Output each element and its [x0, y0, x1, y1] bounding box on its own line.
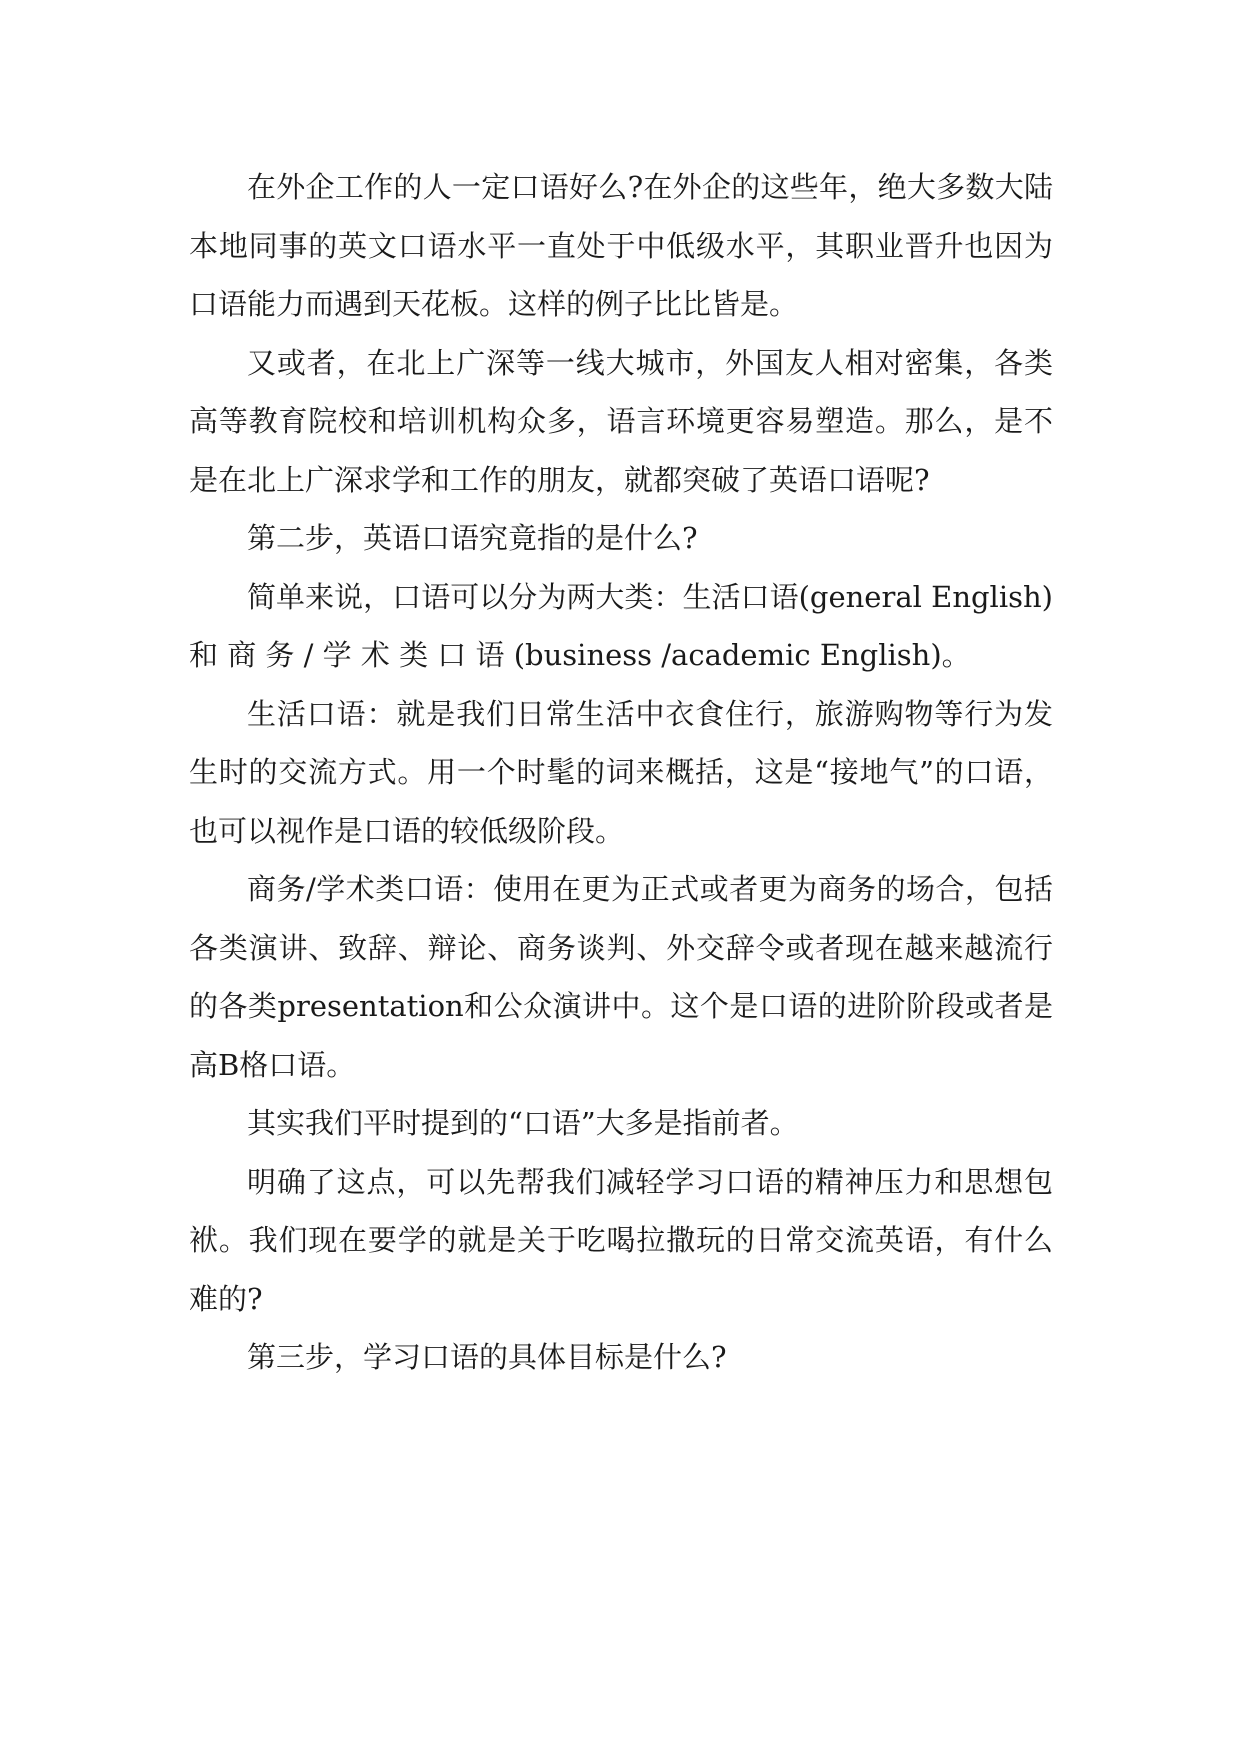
paragraph-big-cities: 又或者，在北上广深等一线大城市，外国友人相对密集，各类高等教育院校和培训机构众多，语言环境更容易塑造。那么，是不是在北上广深求学和工作的朋友，就都突破了英语口语呢?	[189, 345, 1053, 497]
paragraph-foreign-company: 在外企工作的人一定口语好么?在外企的这些年，绝大多数大陆本地同事的英文口语水平一直处于中低级水平，其职业晋升也因为口语能力而遇到天花板。这样的例子比比皆是。	[189, 170, 1053, 321]
paragraph-daily-speaking: 生活口语：就是我们日常生活中衣食住行，旅游购物等行为发生时的交流方式。用一个时髦的词来概括，这是“接地气”的口语，也可以视作是口语的较低级阶段。	[189, 696, 1053, 848]
document-page	[189, 158, 1053, 1387]
paragraph-two-categories: 简单来说，口语可以分为两大类：生活口语(general English) 和 商 务 / 学 术 类 口 语 (business /academic English)。	[189, 579, 1053, 672]
paragraph-business-speaking: 商务/学术类口语：使用在更为正式或者更为商务的场合，包括各类演讲、致辞、辩论、商务谈判、外交辞令或者现在越来越流行的各类presentation和公众演讲中。这个是口语的进阶阶段或者是高B格口语。	[189, 872, 1053, 1082]
paragraph-former-meaning: 其实我们平时提到的“口语”大多是指前者。	[247, 1106, 799, 1140]
heading-step-three: 第三步，学习口语的具体目标是什么?	[247, 1340, 727, 1374]
paragraph-reduce-pressure: 明确了这点，可以先帮我们减轻学习口语的精神压力和思想包袱。我们现在要学的就是关于吃喝拉撒玩的日常交流英语，有什么难的?	[189, 1164, 1053, 1316]
heading-step-two: 第二步，英语口语究竟指的是什么?	[247, 521, 698, 555]
